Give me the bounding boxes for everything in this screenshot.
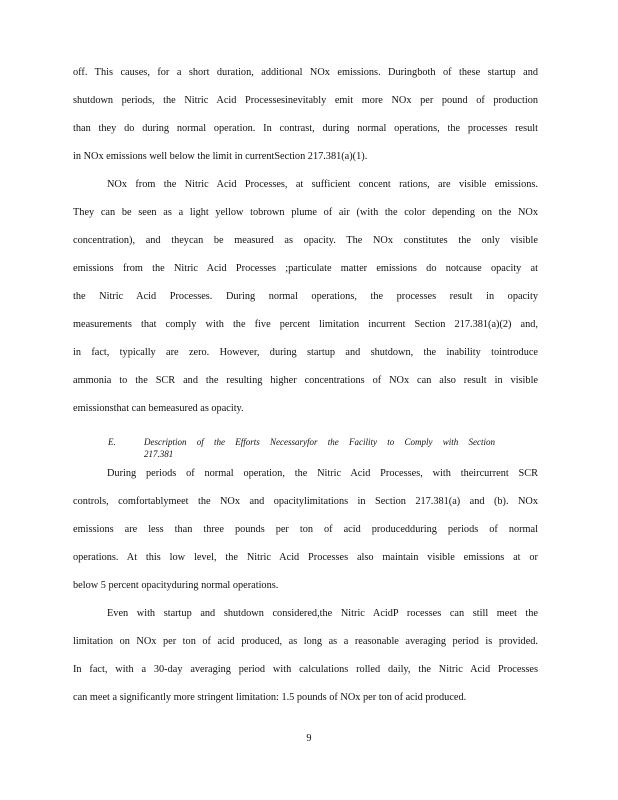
page-number: 9 — [306, 733, 312, 744]
text-line: emissions from the Nitric Acid Processes ;particulate matter emissions do notcause opacity at — [73, 263, 538, 274]
text-line: emissions are less than three pounds per ton of acid producedduring periods of normal — [73, 524, 538, 535]
section-letter: E. — [108, 437, 116, 447]
text-line: ammonia to the SCR and the resulting higher concentrations of NOx can also result in visible — [73, 375, 538, 386]
text-line: shutdown periods, the Nitric Acid Processesinevitably emit more NOx per pound of production — [73, 95, 538, 106]
text-line: off. This causes, for a short duration, additional NOx emissions. Duringboth of these startup and — [73, 67, 538, 78]
paragraph-averaging-period — [73, 607, 538, 719]
paragraph-normal-operation — [73, 467, 538, 607]
text-line: than they do during normal operation. In contrast, during normal operations, the processes result — [73, 123, 538, 134]
paragraph-startup-shutdown — [73, 66, 538, 178]
section-title: Description of the Efforts Necessaryfor the Facility to Comply with Section — [144, 437, 495, 447]
text-line: below 5 percent opacityduring normal operations. — [73, 580, 279, 591]
text-line: They can be seen as a light yellow tobrown plume of air (with the color depending on the NOx — [73, 207, 538, 218]
text-line: can meet a significantly more stringent limitation: 1.5 pounds of NOx per ton of acid produced. — [73, 692, 467, 703]
text-line: Even with startup and shutdown considered,the Nitric AcidP rocesses can still meet the — [107, 608, 538, 619]
text-line: in fact, typically are zero. However, during startup and shutdown, the inability tointroduce — [73, 347, 538, 358]
text-line: the Nitric Acid Processes. During normal operations, the processes result in opacity — [73, 291, 538, 302]
section-title-continuation: 217.381 — [144, 449, 174, 459]
text-line: emissionsthat can bemeasured as opacity. — [73, 403, 244, 414]
section-heading — [108, 436, 508, 460]
text-line: During periods of normal operation, the Nitric Acid Processes, with theircurrent SCR — [107, 468, 538, 479]
text-line: In fact, with a 30-day averaging period with calculations rolled daily, the Nitric Acid Processes — [73, 664, 538, 675]
text-line: measurements that comply with the five percent limitation incurrent Section 217.381(a)(2) and, — [73, 319, 538, 330]
text-line: limitation on NOx per ton of acid produced, as long as a reasonable averaging period is provided. — [73, 636, 538, 647]
text-line: NOx from the Nitric Acid Processes, at sufficient concent rations, are visible emissions. — [107, 179, 538, 190]
text-line: controls, comfortablymeet the NOx and opacitylimitations in Section 217.381(a) and (b). NOx — [73, 496, 538, 507]
paragraph-visible-emissions — [73, 178, 538, 430]
text-line: operations. At this low level, the Nitric Acid Processes also maintain visible emissions at or — [73, 552, 538, 563]
text-line: concentration), and theycan be measured as opacity. The NOx constitutes the only visible — [73, 235, 538, 246]
text-line: in NOx emissions well below the limit in currentSection 217.381(a)(1). — [73, 151, 368, 162]
